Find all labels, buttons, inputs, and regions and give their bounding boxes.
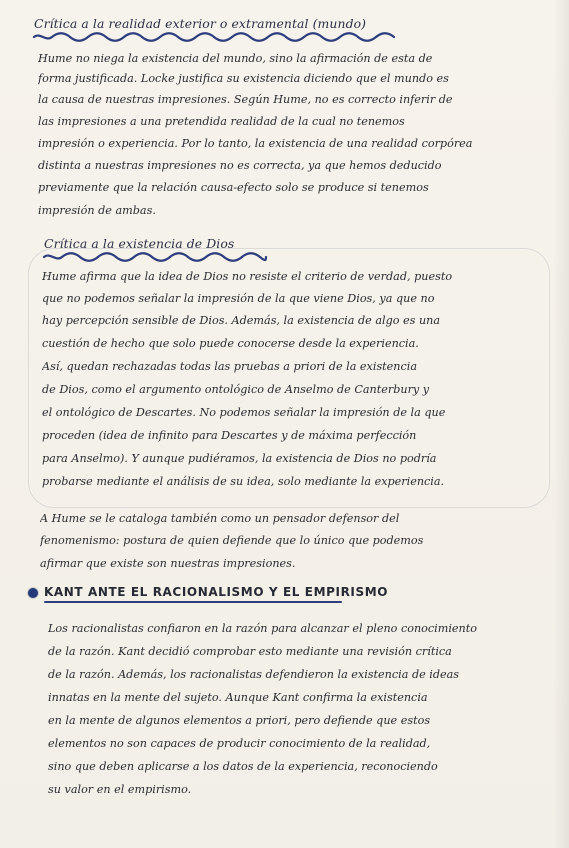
section-underline-realidad-exterior <box>34 32 394 42</box>
text-line: forma justificada. Locke justifica su existencia diciendo que el mundo es <box>38 72 449 85</box>
text-line: su valor en el empirismo. <box>48 783 192 796</box>
text-line: hay percepción sensible de Dios. Además, la existencia de algo es una <box>42 314 441 327</box>
text-line: previamente que la relación causa-efecto solo se produce si tenemos <box>38 181 429 194</box>
text-line: elementos no son capaces de producir conocimiento de la realidad, <box>48 737 431 750</box>
section-title-existencia-dios: Crítica a la existencia de Dios <box>44 236 235 251</box>
text-line: de Dios, como el argumento ontológico de Anselmo de Canterbury y <box>42 383 430 396</box>
text-line: las impresiones a una pretendida realidad de la cual no tenemos <box>38 115 405 128</box>
text-line: probarse mediante el análisis de su idea, solo mediante la experiencia. <box>42 475 445 488</box>
text-line: A Hume se le cataloga también como un pensador defensor del <box>40 512 400 525</box>
section-underline-kant <box>44 601 342 603</box>
text-line: innatas en la mente del sujeto. Aunque Kant confirma la existencia <box>48 691 428 704</box>
text-line: para Anselmo). Y aunque pudiéramos, la existencia de Dios no podría <box>42 452 437 465</box>
page-edge-shadow <box>553 0 569 848</box>
section-title-kant: KANT ANTE EL RACIONALISMO Y EL EMPIRISMO <box>44 585 389 599</box>
text-line: que no podemos señalar la impresión de la que viene Dios, ya que no <box>42 292 435 305</box>
section-title-realidad-exterior: Crítica a la realidad exterior o extramental (mundo) <box>34 16 367 31</box>
text-line: fenomenismo: postura de quien defiende que lo único que podemos <box>40 534 424 547</box>
text-line: afirmar que existe son nuestras impresiones. <box>40 557 296 570</box>
text-line: de la razón. Kant decidió comprobar esto mediante una revisión crítica <box>48 645 452 658</box>
text-line: de la razón. Además, los racionalistas defendieron la existencia de ideas <box>48 668 460 681</box>
text-line: Hume afirma que la idea de Dios no resiste el criterio de verdad, puesto <box>42 270 453 283</box>
text-line: Así, quedan rechazadas todas las pruebas a priori de la existencia <box>42 360 418 373</box>
text-line: en la mente de algunos elementos a priori, pero defiende que estos <box>48 714 431 727</box>
cloud-outline <box>28 248 550 508</box>
text-line: cuestión de hecho que solo puede conocerse desde la experiencia. <box>42 337 419 350</box>
text-line: impresión o experiencia. Por lo tanto, la existencia de una realidad corpórea <box>38 137 473 150</box>
text-line: la causa de nuestras impresiones. Según Hume, no es correcto inferir de <box>38 93 453 106</box>
section-underline-existencia-dios <box>44 252 266 262</box>
text-line: Hume no niega la existencia del mundo, sino la afirmación de esta de <box>38 52 433 65</box>
text-line: el ontológico de Descartes. No podemos señalar la impresión de la que <box>42 406 446 419</box>
text-line: sino que deben aplicarse a los datos de la experiencia, reconociendo <box>48 760 438 773</box>
text-line: Los racionalistas confiaron en la razón para alcanzar el pleno conocimiento <box>48 622 477 635</box>
text-line: impresión de ambas. <box>38 204 156 217</box>
text-line: distinta a nuestras impresiones no es correcta, ya que hemos deducido <box>38 159 442 172</box>
section-bullet-dot <box>28 588 38 598</box>
text-line: proceden (idea de infinito para Descartes y de máxima perfección <box>42 429 417 442</box>
